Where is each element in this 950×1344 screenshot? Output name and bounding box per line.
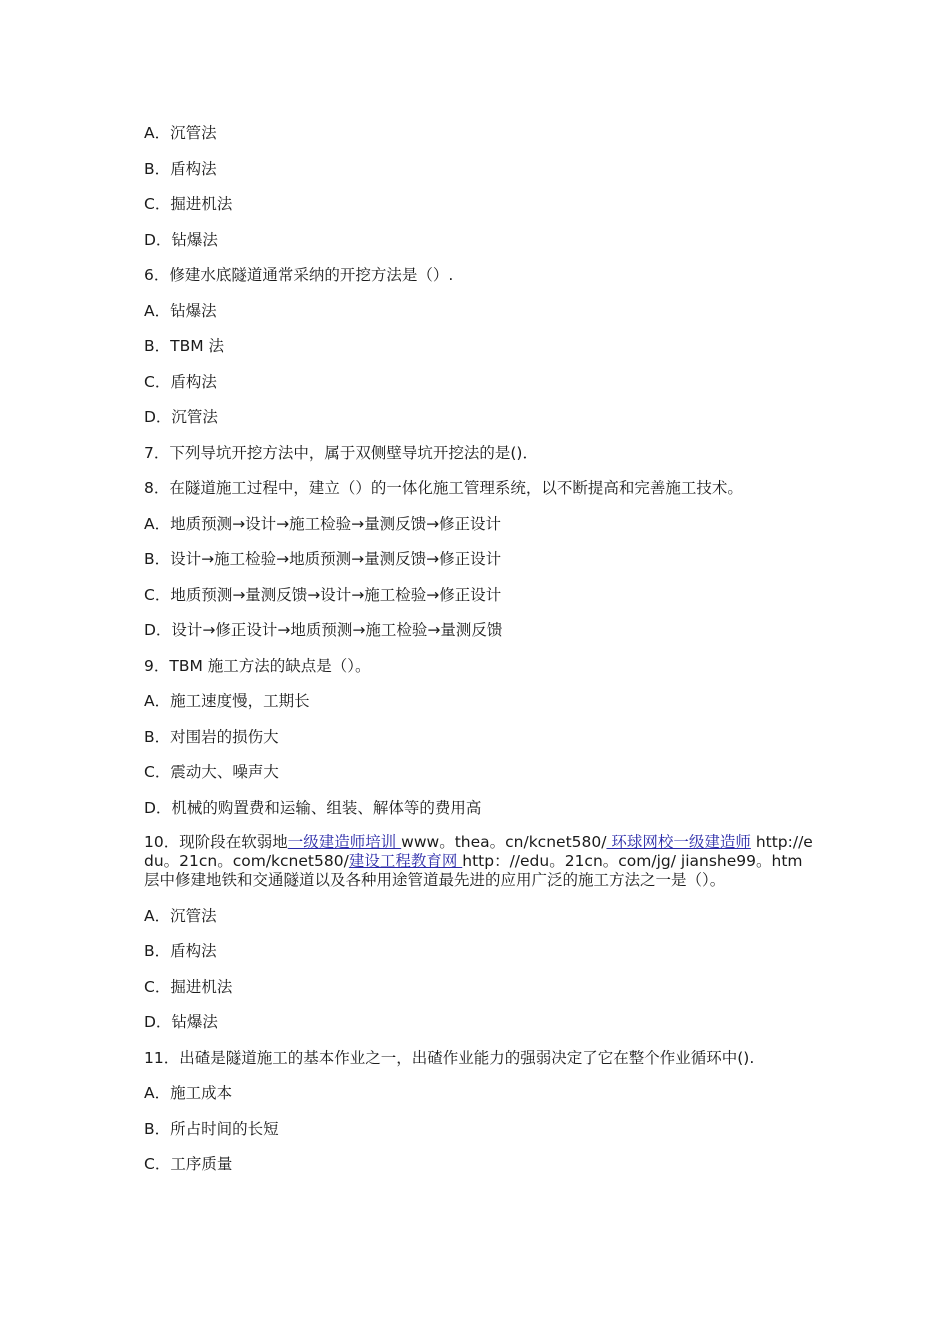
option-b: B．对围岩的损伤大 — [144, 727, 279, 746]
option-d: D．设计→修正设计→地质预测→施工检验→量测反馈 — [144, 621, 503, 639]
option-d: D．机械的购置费和运输、组装、解体等的费用高 — [144, 798, 482, 817]
option-d: D．钻爆法 — [144, 1013, 218, 1031]
option-b: B．盾构法 — [144, 159, 217, 178]
option-a: A．沉管法 — [144, 124, 217, 142]
option-a: A．钻爆法 — [144, 301, 217, 320]
option-b: B．所占时间的长短 — [144, 1119, 279, 1138]
option-c: C．掘进机法 — [144, 195, 233, 213]
option-c: C．掘进机法 — [144, 977, 233, 996]
link-huanqiu-wangxiao[interactable]: 环球网校一级建造师 — [606, 833, 751, 851]
question-10-url-1: www。thea。cn/kcnet580/ — [401, 833, 607, 851]
question-7: 7．下列导坑开挖方法中，属于双侧壁导坑开挖法的是()． — [144, 443, 538, 462]
option-b: B．设计→施工检验→地质预测→量测反馈→修正设计 — [144, 550, 502, 568]
document-content — [144, 123, 814, 1190]
question-10-url-2: http://edu。21cn。com/kcnet580/ — [144, 833, 813, 870]
option-d: D．沉管法 — [144, 408, 218, 426]
option-b: B．盾构法 — [144, 942, 217, 960]
link-yijian-training[interactable]: 一级建造师培训 — [287, 833, 402, 851]
option-a: A．地质预测→设计→施工检验→量测反馈→修正设计 — [144, 514, 502, 533]
question-11: 11．出碴是隧道施工的基本作业之一，出碴作业能力的强弱决定了它在整个作业循环中(). — [144, 1048, 755, 1067]
question-8: 8．在隧道施工过程中，建立（）的一体化施工管理系统，以不断提高和完善施工技术。 — [144, 479, 743, 497]
option-a: A．施工成本 — [144, 1084, 233, 1102]
option-c: C．震动大、噪声大 — [144, 763, 279, 781]
link-jianshe-jiaoyu[interactable]: 建设工程教育网 — [348, 852, 463, 870]
question-9: 9．TBM 施工方法的缺点是（）。 — [144, 656, 371, 675]
question-10 — [144, 833, 814, 890]
question-6: 6．修建水底隧道通常采纳的开挖方法是（）. — [144, 266, 454, 284]
question-10-rest: http：//edu。21cn。com/jg/ jianshe99。htm 层中修建地铁和交通隧道以及各种用途管道最先进的应用广泛的施工方法之一是（）。 — [144, 852, 803, 889]
option-b: B．TBM 法 — [144, 337, 225, 355]
option-a: A．沉管法 — [144, 906, 217, 925]
option-d: D．钻爆法 — [144, 230, 218, 249]
option-c: C．工序质量 — [144, 1155, 233, 1173]
option-c: C．盾构法 — [144, 372, 217, 391]
option-a: A．施工速度慢，工期长 — [144, 692, 310, 710]
option-c: C．地质预测→量测反馈→设计→施工检验→修正设计 — [144, 585, 502, 604]
question-10-prefix: 10．现阶段在软弱地 — [144, 833, 288, 851]
